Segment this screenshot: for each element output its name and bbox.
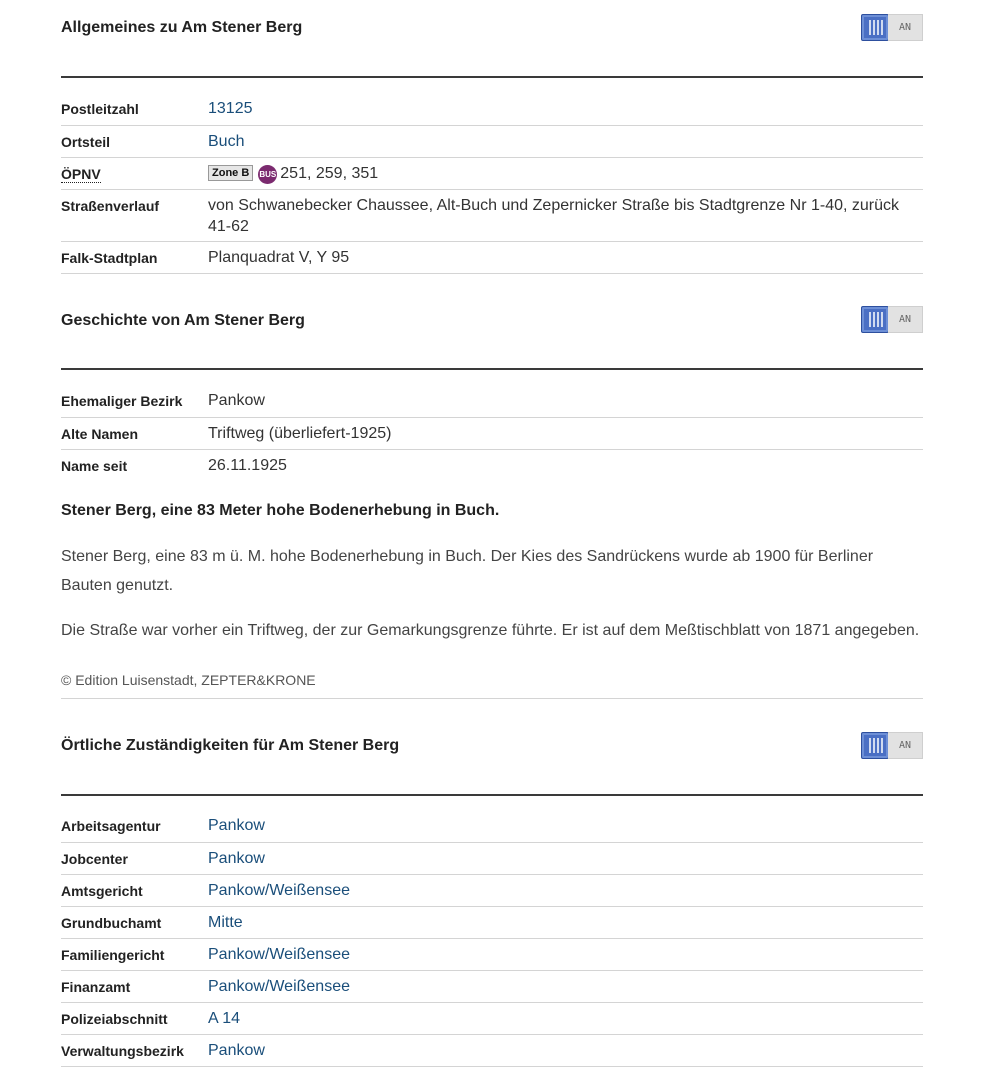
row-key: Finanzamt bbox=[61, 970, 208, 1002]
bus-icon: BUS bbox=[258, 165, 277, 184]
history-table bbox=[61, 385, 923, 480]
postleitzahl-link[interactable]: 13125 bbox=[208, 100, 253, 117]
row-key: Ortsteil bbox=[61, 125, 208, 157]
row-key: Verwaltungsbezirk bbox=[61, 1034, 208, 1066]
row-key: Familiengericht bbox=[61, 938, 208, 970]
row-value: 26.11.1925 bbox=[208, 456, 287, 474]
section-history-toggle[interactable] bbox=[861, 306, 923, 333]
zone-badge: Zone B bbox=[208, 165, 253, 181]
section-general-toggle[interactable] bbox=[861, 14, 923, 41]
toggle-label: AN bbox=[888, 306, 923, 333]
row-key: Amtsgericht bbox=[61, 874, 208, 906]
jurisdiction-table bbox=[61, 810, 923, 1067]
table-row bbox=[61, 157, 923, 189]
history-heading: Stener Berg, eine 83 Meter hohe Bodenerhebung in Buch. bbox=[61, 502, 500, 519]
row-key: Name seit bbox=[61, 457, 128, 474]
table-row bbox=[61, 241, 923, 273]
section-jurisdiction bbox=[61, 718, 923, 1067]
row-key: Ehemaliger Bezirk bbox=[61, 385, 208, 417]
bus-lines: 251, 259, 351 bbox=[280, 164, 379, 182]
table-row bbox=[61, 906, 923, 938]
row-key: Postleitzahl bbox=[61, 93, 208, 125]
row-key: Alte Namen bbox=[61, 417, 208, 449]
familiengericht-link[interactable]: Pankow/Weißensee bbox=[208, 945, 350, 963]
section-history bbox=[61, 292, 923, 480]
history-paragraph-1-line-1: Stener Berg, eine 83 m ü. M. hohe Bodenerhebung in Buch. Der Kies des Sandrückens wurde ab 1900 für Berliner bbox=[61, 548, 874, 565]
section-jurisdiction-toggle[interactable] bbox=[861, 732, 923, 759]
history-paragraph-1 bbox=[61, 542, 923, 600]
table-row bbox=[61, 417, 923, 449]
table-row bbox=[61, 449, 923, 480]
finanzamt-link[interactable]: Pankow/Weißensee bbox=[208, 977, 350, 995]
divider bbox=[61, 698, 923, 699]
table-row bbox=[61, 938, 923, 970]
amtsgericht-link[interactable]: Pankow/Weißensee bbox=[208, 881, 350, 899]
arbeitsagentur-link[interactable]: Pankow bbox=[208, 817, 265, 834]
jobcenter-link[interactable]: Pankow bbox=[208, 849, 265, 867]
row-key: Falk-Stadtplan bbox=[61, 241, 208, 273]
opnv-label[interactable]: ÖPNV bbox=[61, 165, 101, 182]
table-row bbox=[61, 810, 923, 842]
toggle-knob-icon bbox=[861, 14, 889, 41]
grundbuchamt-link[interactable]: Mitte bbox=[208, 913, 243, 931]
section-general bbox=[61, 0, 923, 274]
table-row bbox=[61, 1002, 923, 1034]
strassenverlauf-value: von Schwanebecker Chaussee, Alt-Buch und Zepernicker Straße bis Stadtgrenze Nr 1-40, zurück 41-62 bbox=[208, 189, 923, 241]
section-jurisdiction-title: Örtliche Zuständigkeiten für Am Stener Berg bbox=[61, 737, 400, 754]
polizeiabschnitt-link[interactable]: A 14 bbox=[208, 1009, 241, 1027]
history-paragraph-1-line-2: Bauten genutzt. bbox=[61, 577, 174, 594]
table-row bbox=[61, 385, 923, 417]
copyright: © Edition Luisenstadt, ZEPTER&KRONE bbox=[61, 672, 316, 688]
toggle-label: AN bbox=[888, 14, 923, 41]
table-row bbox=[61, 842, 923, 874]
row-key: Straßenverlauf bbox=[61, 189, 208, 241]
ortsteil-link[interactable]: Buch bbox=[208, 132, 245, 150]
section-general-title: Allgemeines zu Am Stener Berg bbox=[61, 19, 303, 36]
toggle-knob-icon bbox=[861, 732, 889, 759]
history-paragraph-2: Die Straße war vorher ein Triftweg, der zur Gemarkungsgrenze führte. Er ist auf dem Meßtischblatt von 1871 angegeben. bbox=[61, 622, 920, 639]
section-history-header bbox=[61, 292, 923, 370]
row-key: Grundbuchamt bbox=[61, 906, 208, 938]
table-row bbox=[61, 1034, 923, 1066]
toggle-label: AN bbox=[888, 732, 923, 759]
table-row bbox=[61, 874, 923, 906]
verwaltungsbezirk-link[interactable]: Pankow bbox=[208, 1041, 265, 1059]
toggle-knob-icon bbox=[861, 306, 889, 333]
section-history-title: Geschichte von Am Stener Berg bbox=[61, 312, 305, 329]
table-row bbox=[61, 189, 923, 241]
row-key: Polizeiabschnitt bbox=[61, 1002, 208, 1034]
row-value: Pankow bbox=[208, 385, 923, 417]
table-row bbox=[61, 970, 923, 1002]
section-general-header bbox=[61, 0, 923, 78]
falk-value: Planquadrat V, Y 95 bbox=[208, 241, 923, 273]
section-jurisdiction-header bbox=[61, 718, 923, 796]
row-key: Arbeitsagentur bbox=[61, 810, 208, 842]
table-row bbox=[61, 125, 923, 157]
row-value: Triftweg (überliefert-1925) bbox=[208, 417, 923, 449]
row-key: Jobcenter bbox=[61, 842, 208, 874]
table-row bbox=[61, 93, 923, 125]
general-info-table bbox=[61, 93, 923, 274]
